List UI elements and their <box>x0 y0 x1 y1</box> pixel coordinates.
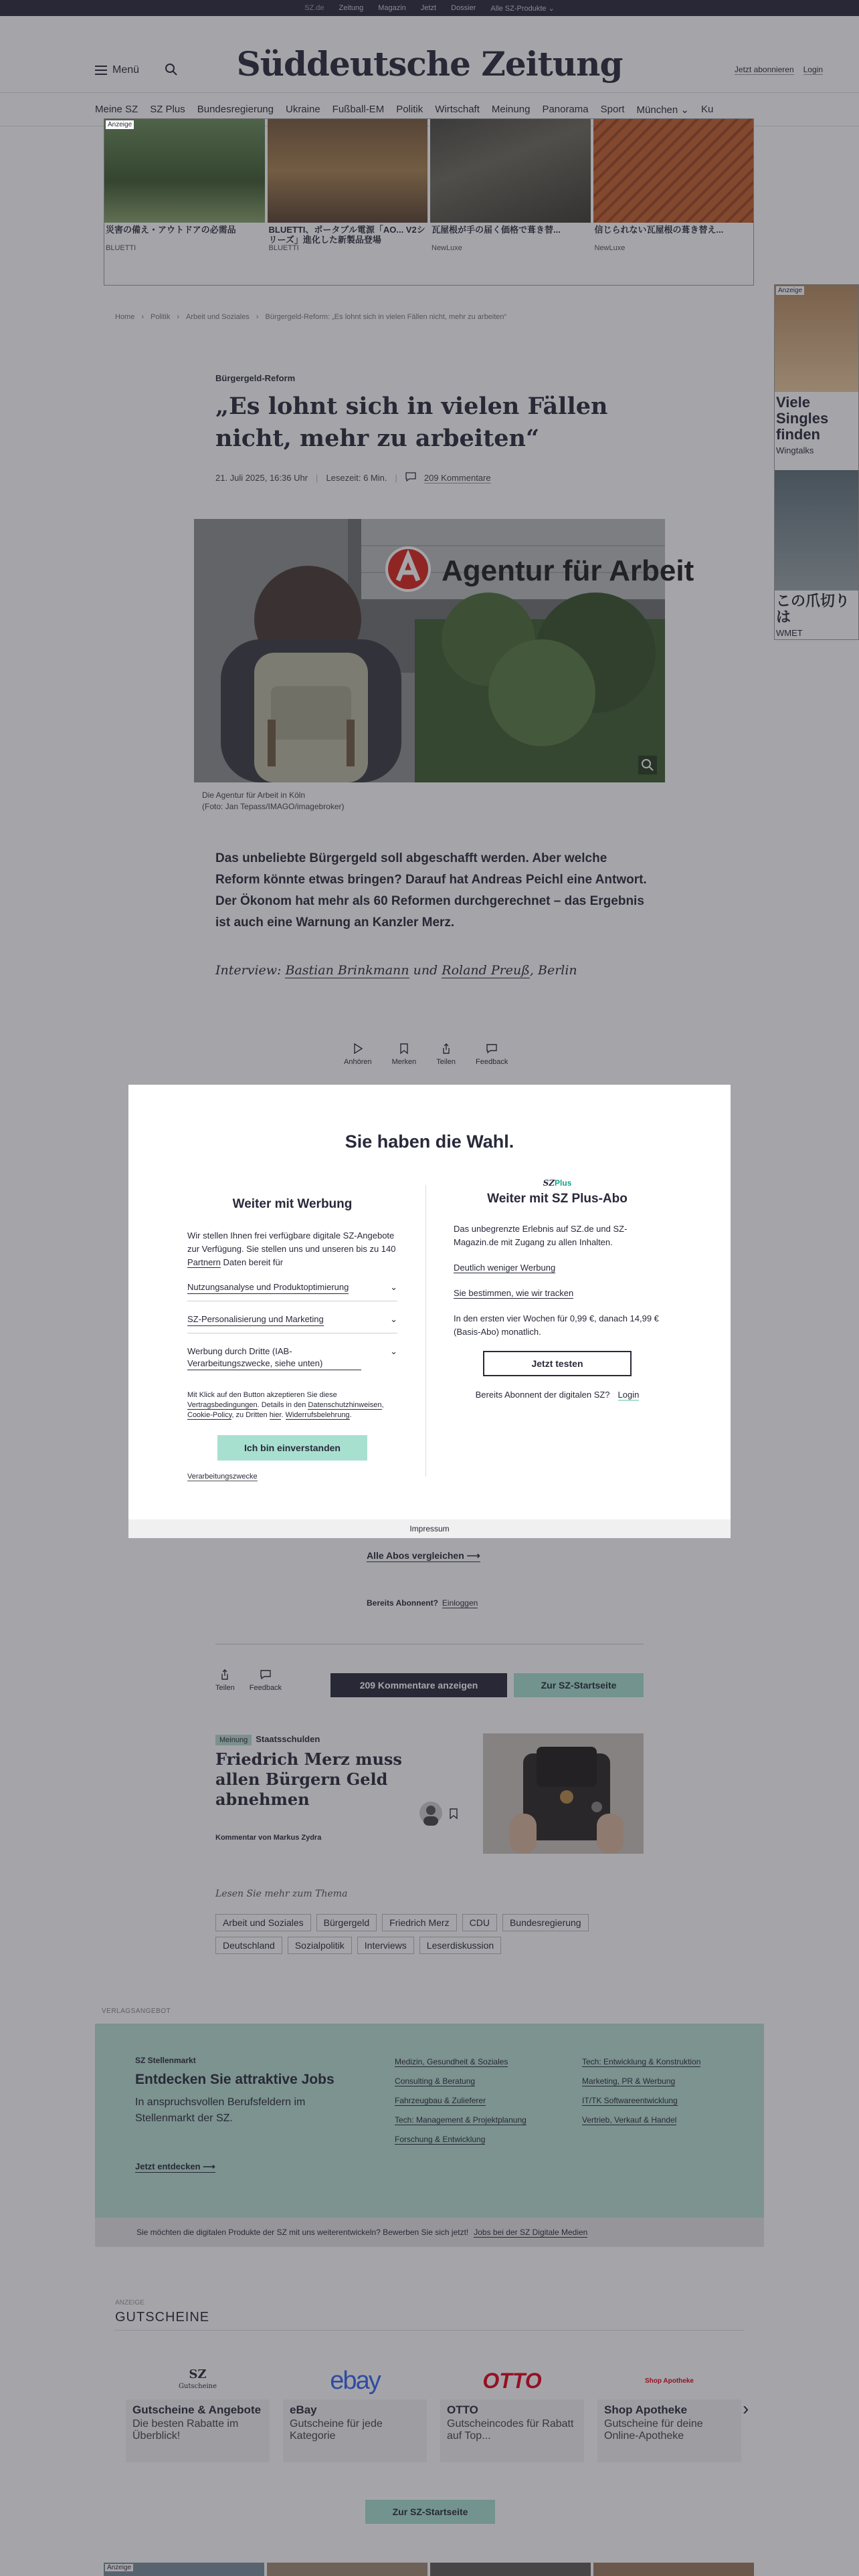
column-divider <box>425 1185 426 1477</box>
legal-text: , zu Dritten <box>231 1411 270 1419</box>
impressum-link[interactable]: Impressum <box>128 1519 731 1538</box>
coupons-title: GUTSCHEINE <box>115 2310 210 2325</box>
coupon-name: OTTO <box>447 2403 478 2416</box>
share-label: Teilen <box>436 1058 456 1066</box>
accordion-label: SZ-Personalisierung und Marketing <box>187 1313 324 1326</box>
tag-link[interactable]: Arbeit und Soziales <box>215 1914 311 1931</box>
ad-source: Wingtalks <box>776 445 814 455</box>
feedback-label: Feedback <box>476 1058 508 1066</box>
ad-source: WMET <box>776 628 803 638</box>
job-category-link[interactable]: Tech: Entwicklung & Konstruktion <box>582 2057 701 2066</box>
ad-title: 信じられない瓦屋根の葺き替え... <box>594 225 724 235</box>
feedback-label: Feedback <box>249 1684 282 1692</box>
cookie-policy-link[interactable]: Cookie-Policy <box>187 1411 232 1419</box>
to-startpage-button[interactable]: Zur SZ-Startseite <box>514 1673 644 1697</box>
nav-item-bundesregierung[interactable]: Bundesregierung <box>197 104 274 115</box>
topbar-products-label: Alle SZ-Produkte <box>490 4 547 13</box>
nav-muenchen-label: München <box>636 104 678 116</box>
opinion-badge: Meinung <box>215 1735 252 1745</box>
breadcrumb-item[interactable]: Arbeit und Soziales <box>186 313 250 321</box>
meta-separator: | <box>395 473 397 483</box>
already-subscribed-text: Bereits Abonnent? <box>367 1598 438 1608</box>
teaser-topic: Staatsschulden <box>256 1734 320 1744</box>
tag-link[interactable]: Bundesregierung <box>502 1914 589 1931</box>
consent-ads-column <box>187 1197 397 1482</box>
login-link[interactable]: Login <box>617 1390 640 1400</box>
chevron-down-icon: ⌄ <box>548 4 555 13</box>
consent-abo-column <box>454 1178 661 1400</box>
ad-title: BLUETTI、ポータブル電源「AO... V2シリーズ」進化した新製品登場 <box>268 225 425 245</box>
terms-link[interactable]: Vertragsbedingungen <box>187 1401 258 1409</box>
processing-purposes-link[interactable]: Verarbeitungszwecke <box>187 1473 258 1481</box>
topbar-link-sz[interactable]: SZ.de <box>304 4 324 12</box>
logo-text: SZ <box>189 2367 207 2381</box>
nav-item-ukraine[interactable]: Ukraine <box>285 104 320 115</box>
legal-text: , <box>381 1401 384 1409</box>
ad-source: BLUETTI <box>106 244 136 252</box>
ad-label: Anzeige <box>776 286 804 295</box>
topbar-link-dossier[interactable]: Dossier <box>451 4 476 12</box>
ad-title: 瓦屋根が手の届く価格で葺き替... <box>432 225 561 235</box>
job-category-link[interactable]: Fahrzeugbau & Zulieferer <box>395 2096 486 2105</box>
jobs-kicker: SZ Stellenmarkt <box>135 2056 196 2065</box>
tag-link[interactable]: Interviews <box>357 1937 414 1954</box>
legal-text: . <box>281 1411 286 1419</box>
job-category-link[interactable]: Marketing, PR & Werbung <box>582 2076 676 2086</box>
article-date: 21. Juli 2025, 16:36 Uhr <box>215 473 308 483</box>
accordion-usage-analysis[interactable] <box>187 1276 397 1301</box>
login-link[interactable]: Login <box>803 65 823 74</box>
accordion-label: Nutzungsanalyse und Produktoptimierung <box>187 1281 349 1294</box>
tag-link[interactable]: Sozialpolitik <box>288 1937 352 1954</box>
to-startpage-button[interactable]: Zur SZ-Startseite <box>365 2500 495 2524</box>
caption-credit: (Foto: Jan Tepass/IMAGO/imagebroker) <box>202 802 345 811</box>
jobs-bar-text: Sie möchten die digitalen Produkte der SZ mit uns weiterentwickeln? Bewerben Sie sich jetzt! <box>136 2228 469 2237</box>
share-label: Teilen <box>215 1684 235 1692</box>
abo-option-text: Das unbegrenzte Erlebnis auf SZ.de und SZ-Magazin.de mit Zugang zu allen Inhalten. <box>454 1224 628 1247</box>
tag-link[interactable]: Deutschland <box>215 1937 282 1954</box>
partners-link[interactable]: Partnern <box>187 1257 221 1267</box>
arrow-right-icon: ⟶ <box>466 1550 480 1561</box>
plus-logo-text: Plus <box>555 1178 572 1188</box>
jobs-title: Entdecken Sie attraktive Jobs <box>135 2072 335 2087</box>
byline-prefix: Interview: <box>215 963 282 978</box>
legal-notice <box>187 1390 397 1420</box>
reading-time: Lesezeit: 6 Min. <box>326 473 387 483</box>
breadcrumb-current: Bürgergeld-Reform: „Es lohnt sich in vielen Fällen nicht, mehr zu arbeiten“ <box>265 313 507 321</box>
chevron-down-icon: ⌄ <box>390 1314 397 1324</box>
third-parties-link[interactable]: hier <box>269 1411 282 1419</box>
logo-subtext: Gutscheine <box>178 2383 217 2390</box>
nav-item-politik[interactable]: Politik <box>396 104 423 124</box>
meta-separator: | <box>316 473 318 483</box>
chevron-right-icon: › <box>177 313 180 321</box>
nav-item-meinung[interactable]: Meinung <box>491 104 531 115</box>
accordion-personalization[interactable] <box>187 1308 397 1333</box>
already-subscriber-text: Bereits Abonnent der digitalen SZ? <box>475 1390 610 1400</box>
topbar-link-zeitung[interactable]: Zeitung <box>339 4 364 12</box>
ads-option-title: Weiter mit Werbung <box>232 1197 353 1211</box>
nav-item-sport[interactable]: Sport <box>600 104 625 115</box>
ad-title: Viele Singles finden <box>776 394 829 443</box>
ad-source: NewLuxe <box>432 244 462 252</box>
chevron-right-icon: › <box>256 313 259 321</box>
consent-modal <box>128 1085 731 1538</box>
abo-price: In den ersten vier Wochen für 0,99 €, danach 14,99 € (Basis-Abo) monatlich. <box>454 1313 659 1337</box>
nav-item-panorama[interactable]: Panorama <box>542 104 589 115</box>
less-ads-link[interactable]: Deutlich weniger Werbung <box>454 1263 556 1273</box>
subscribe-link[interactable]: Jetzt abonnieren <box>734 65 794 74</box>
ad-title: この爪切りは <box>776 593 850 625</box>
nav-item-kultur[interactable]: Ku <box>700 104 714 115</box>
more-topics-label: Lesen Sie mehr zum Thema <box>215 1889 348 1899</box>
sz-logo-text: SZ <box>543 1178 555 1188</box>
accordion-label: Werbung durch Dritte (IAB-Verarbeitungszwecke, siehe unten) <box>187 1346 361 1370</box>
job-category-link[interactable]: Tech: Management & Projektplanung <box>395 2115 527 2125</box>
jobs-description: In anspruchsvollen Berufsfeldern im Stellenmarkt der SZ. <box>135 2097 306 2124</box>
breadcrumb-item[interactable]: Politik <box>151 313 171 321</box>
coupon-name: Shop Apotheke <box>604 2403 688 2416</box>
chevron-down-icon: ⌄ <box>390 1282 397 1292</box>
nav-item-fussball-em[interactable]: Fußball-EM <box>332 104 385 115</box>
chevron-down-icon: ⌄ <box>390 1346 397 1356</box>
jobs-bar-link[interactable]: Jobs bei der SZ Digitale Medien <box>474 2227 588 2237</box>
site-logo[interactable]: Süddeutsche Zeitung <box>236 44 623 84</box>
teaser-author: Kommentar von Markus Zydra <box>215 1834 322 1842</box>
job-category-link[interactable]: IT/TK Softwareentwicklung <box>582 2096 678 2105</box>
modal-title: Sie haben die Wahl. <box>345 1132 514 1152</box>
abo-option-title: Weiter mit SZ Plus-Abo <box>487 1192 628 1206</box>
topbar-link-magazin[interactable]: Magazin <box>378 4 406 12</box>
article-kicker: Bürgergeld-Reform <box>215 373 296 383</box>
login-link[interactable]: Einloggen <box>442 1598 478 1608</box>
topbar-link-jetzt[interactable]: Jetzt <box>420 4 437 12</box>
coupon-desc: Gutscheincodes für Rabatt auf Top... <box>447 2418 574 2442</box>
try-now-button[interactable]: Jetzt testen <box>483 1351 632 1376</box>
author-link[interactable]: Bastian Brinkmann <box>285 963 409 978</box>
coupon-name: Gutscheine & Angebote <box>132 2403 262 2416</box>
byline-location: , Berlin <box>529 963 577 978</box>
ad-source: NewLuxe <box>594 244 626 252</box>
jobs-cta-label: Jetzt entdecken <box>135 2161 201 2171</box>
article-lead: Das unbeliebte Bürgergeld soll abgeschafft werden. Aber welche Reform könnte etwas bringen? Darauf hat Andreas Peichl eine Antwort. Der Ökonom hat mehr als 60 Reformen durchgerechnet – das Ergebnis ist auch eine Warnung an Kanzler Merz. <box>215 851 647 930</box>
tag-link[interactable]: CDU <box>462 1914 497 1931</box>
compare-abos-label: Alle Abos vergleichen <box>367 1550 464 1561</box>
legal-text: . Details in den <box>257 1401 308 1409</box>
coupon-name: eBay <box>290 2403 317 2416</box>
chevron-right-icon: › <box>141 313 145 321</box>
legal-text: Mit Klick auf den Button akzeptieren Sie diese <box>187 1391 337 1399</box>
privacy-link[interactable]: Datenschutzhinweisen <box>308 1401 382 1409</box>
withdrawal-link[interactable]: Widerrufsbelehrung <box>285 1411 350 1419</box>
tag-link[interactable]: Bürgergeld <box>316 1914 377 1931</box>
shop-apotheke-logo: Shop Apotheke <box>597 2362 741 2399</box>
nav-item-wirtschaft[interactable]: Wirtschaft <box>435 104 480 115</box>
coupon-desc: Die besten Rabatte im Überblick! <box>132 2418 239 2442</box>
coupon-desc: Gutscheine für deine Online-Apotheke <box>604 2418 703 2442</box>
tracking-choice-link[interactable]: Sie bestimmen, wie wir tracken <box>454 1288 574 1298</box>
ads-text-part: Daten bereit für <box>220 1257 284 1267</box>
otto-logo: OTTO <box>440 2362 584 2399</box>
ad-label: Anzeige <box>105 2564 133 2571</box>
article-headline: „Es lohnt sich in vielen Fällen nicht, mehr zu arbeiten“ <box>215 393 608 452</box>
publisher-label: VERLAGSANGEBOT <box>102 2008 171 2015</box>
ad-label: ANZEIGE <box>115 2299 145 2306</box>
ebay-logo: ebay <box>283 2362 427 2399</box>
bookmark-label: Merken <box>391 1058 417 1066</box>
abo-login-line <box>454 1390 661 1400</box>
job-category-link[interactable]: Consulting & Beratung <box>395 2076 476 2086</box>
job-category-link[interactable]: Medizin, Gesundheit & Soziales <box>395 2057 508 2066</box>
chevron-right-icon[interactable]: › <box>743 2398 749 2419</box>
author-link[interactable]: Roland Preuß <box>442 963 530 978</box>
coupon-desc: Gutscheine für jede Kategorie <box>290 2418 383 2442</box>
listen-label: Anhören <box>344 1058 372 1066</box>
legal-text: . <box>349 1411 352 1419</box>
sz-plus-logo <box>454 1178 661 1188</box>
caption-text: Die Agentur für Arbeit in Köln <box>202 790 306 800</box>
ad-source: BLUETTI <box>268 244 299 252</box>
teaser-title: Friedrich Merz muss allen Bürgern Geld abnehmen <box>215 1749 402 1809</box>
byline-and: und <box>413 963 438 978</box>
job-category-link[interactable]: Forschung & Entwicklung <box>395 2135 486 2144</box>
nav-item-sz-plus[interactable]: SZ Plus <box>150 104 185 115</box>
ads-option-text <box>187 1229 397 1269</box>
tag-link[interactable]: Friedrich Merz <box>382 1914 456 1931</box>
ad-title: 災害の備え・アウトドアの必需品 <box>106 225 236 235</box>
nav-item-meine-sz[interactable]: Meine SZ <box>95 104 138 115</box>
comments-link[interactable]: 209 Kommentare <box>423 472 491 483</box>
tag-link[interactable]: Leserdiskussion <box>419 1937 501 1954</box>
accept-button[interactable]: Ich bin einverstanden <box>217 1435 367 1461</box>
arrow-right-icon: ⟶ <box>203 2161 215 2171</box>
accordion-third-party-ads[interactable] <box>187 1340 397 1377</box>
building-sign-text: Agentur für Arbeit <box>442 554 694 587</box>
breadcrumb-item[interactable]: Home <box>115 313 135 321</box>
job-category-link[interactable]: Vertrieb, Verkauf & Handel <box>582 2115 677 2125</box>
chevron-down-icon: ⌄ <box>680 104 689 116</box>
ads-text-part: Wir stellen Ihnen frei verfügbare digitale SZ-Angebote zur Verfügung. Sie stellen uns und unseren bis zu 140 <box>187 1230 396 1254</box>
menu-label: Menü <box>112 64 140 76</box>
show-comments-button[interactable]: 209 Kommentare anzeigen <box>330 1673 507 1697</box>
ad-label: Anzeige <box>106 120 134 129</box>
